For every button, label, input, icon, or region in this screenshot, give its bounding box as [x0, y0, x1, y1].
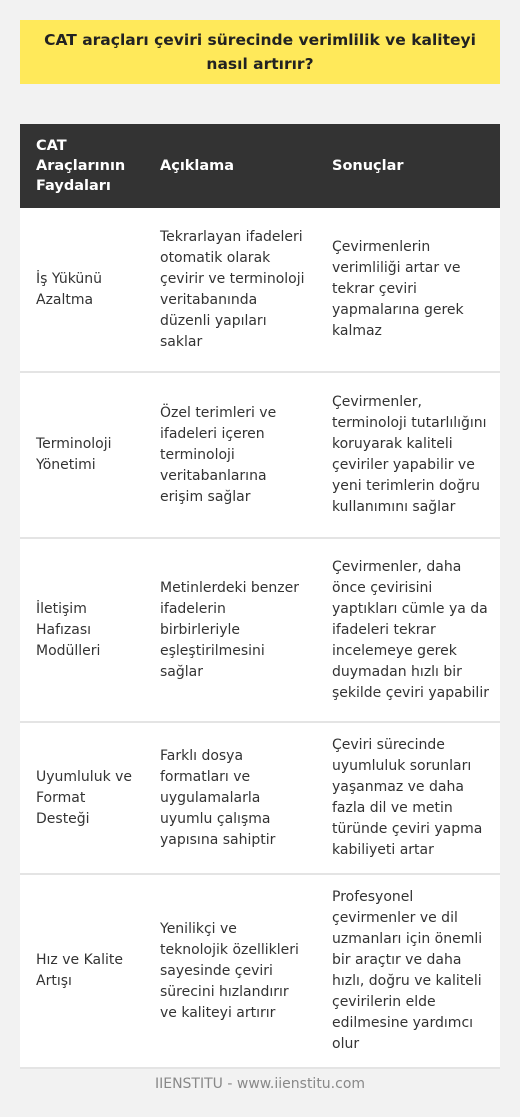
page-title: CAT araçları çeviri sürecinde verimlilik ve kaliteyi nasıl artırır? — [44, 31, 476, 73]
result-cell: Çevirmenler, daha önce çevirisini yaptıkları cümle ya da ifadeleri tekrar incelemeye gerek duymadan hızlı bir şekilde çeviri yapabilir — [316, 538, 500, 722]
description-cell: Özel terimleri ve ifadeleri içeren terminoloji veritabanlarına erişim sağlar — [144, 372, 316, 538]
table-row — [20, 208, 500, 372]
benefit-cell: İletişim Hafızası Modülleri — [20, 538, 144, 722]
table-header — [20, 124, 500, 208]
table-body — [20, 208, 500, 1068]
title-banner — [20, 20, 500, 84]
benefit-cell: Uyumluluk ve Format Desteği — [20, 722, 144, 874]
column-header-results: Sonuçlar — [316, 124, 500, 208]
table-row — [20, 722, 500, 874]
footer-credit: IIENSTITU - www.iienstitu.com — [154, 1076, 366, 1092]
description-cell: Tekrarlayan ifadeleri otomatik olarak çevirir ve terminoloji veritabanında düzenli yapıları saklar — [144, 208, 316, 372]
result-cell: Çevirmenler, terminoloji tutarlılığını koruyarak kaliteli çeviriler yapabilir ve yeni terimlerin doğru kullanımını sağlar — [316, 372, 500, 538]
benefit-cell: Hız ve Kalite Artışı — [20, 874, 144, 1068]
benefits-table — [20, 124, 500, 1069]
description-cell: Yenilikçi ve teknolojik özellikleri sayesinde çeviri sürecini hızlandırır ve kaliteyi artırır — [144, 874, 316, 1068]
benefit-cell: Terminoloji Yönetimi — [20, 372, 144, 538]
column-header-description: Açıklama — [144, 124, 316, 208]
table-header-row — [20, 124, 500, 208]
description-cell: Farklı dosya formatları ve uygulamalarla uyumlu çalışma yapısına sahiptir — [144, 722, 316, 874]
result-cell: Çeviri sürecinde uyumluluk sorunları yaşanmaz ve daha fazla dil ve metin türünde çeviri yapma kabiliyeti artar — [316, 722, 500, 874]
benefit-cell: İş Yükünü Azaltma — [20, 208, 144, 372]
table-row — [20, 372, 500, 538]
table-row — [20, 538, 500, 722]
column-header-benefits: CAT Araçlarının Faydaları — [20, 124, 144, 208]
result-cell: Çevirmenlerin verimliliği artar ve tekrar çeviri yapmalarına gerek kalmaz — [316, 208, 500, 372]
result-cell: Profesyonel çevirmenler ve dil uzmanları için önemli bir araçtır ve daha hızlı, doğru ve kaliteli çevirilerin elde edilmesine yardımcı olur — [316, 874, 500, 1068]
description-cell: Metinlerdeki benzer ifadelerin birbirleriyle eşleştirilmesini sağlar — [144, 538, 316, 722]
table-row — [20, 874, 500, 1068]
